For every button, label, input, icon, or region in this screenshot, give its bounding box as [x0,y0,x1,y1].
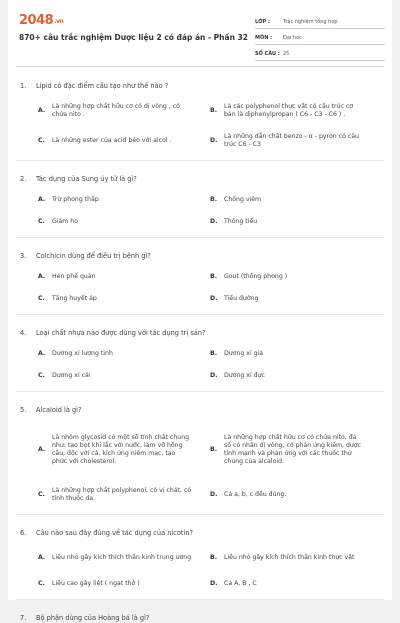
option-letter: D. [210,491,218,498]
option-letter: D. [210,218,218,225]
question-stem [8,329,392,338]
option-letter: C. [38,491,45,498]
option-text: Liều cao gây liệt ( ngạt thở ) [52,580,140,587]
option-letter: B. [210,196,218,203]
option-letter: B. [210,350,218,357]
option-letter: C. [38,580,45,587]
answer-option[interactable] [38,100,210,122]
answer-option[interactable] [210,100,382,122]
meta-value: 25 [283,50,290,57]
meta-value: Đại học [283,34,302,41]
answer-option[interactable] [210,270,382,284]
answer-option[interactable] [38,270,210,284]
option-letter: C. [38,372,45,379]
meta-row-subject [255,31,385,45]
answer-options [8,193,392,229]
option-letter: D. [210,137,218,144]
option-text: Là các polyphenol thực vật có cấu trúc cơ bản là diphenylpropan ( C6 - C3 - C6 ) . [224,103,354,118]
question-stem [8,82,392,91]
answer-option[interactable] [38,347,210,361]
answer-option[interactable] [210,424,382,476]
question-item [8,529,392,591]
option-text: Dương xỉ đực [224,372,265,379]
question-text: Bộ phận dùng của Hoàng bá là gì? [36,614,150,622]
option-letter: D. [210,580,218,587]
meta-label: MÔN : [255,34,273,41]
option-letter: D. [210,295,218,302]
option-text: Liều nhỏ gây kích thích thần kinh thực vật [224,554,355,561]
question-text: Loại chất nhựa nào được dùng với tác dụng trị sán? [36,329,206,337]
option-text: Là những hợp chất hữu cơ có chứa nito, đa số có nhân dị vòng, có phản ứng kiềm, dược tính mạnh và phản ứng với các thuốc thử chung của alcaloid. [224,434,362,465]
question-stem [8,614,392,623]
answer-options [8,100,392,152]
answer-option[interactable] [38,424,210,476]
option-text: Tiểu đường [224,295,259,302]
question-item [8,175,392,229]
option-letter: D. [210,372,218,379]
question-number: 4. [20,329,27,337]
option-letter: C. [38,295,45,302]
option-letter: A. [38,273,46,280]
option-text: Là những dẫn chất benzo - α - pyron có cấu trúc C6 - C3 [224,133,359,148]
option-text: Chống viêm [224,196,262,203]
option-text: Tăng huyết áp [52,295,97,302]
question-number: 5. [20,406,27,414]
answer-option[interactable] [210,130,382,152]
option-text: Thông tiểu [224,218,258,225]
answer-options [8,270,392,306]
answer-option[interactable] [210,347,382,361]
question-item [8,252,392,306]
answer-options [8,424,392,506]
logo-main: 2048 [19,13,54,28]
question-item [8,406,392,506]
option-text: Giảm ho [52,218,79,225]
document-meta [255,15,385,63]
meta-label: SỐ CÂU : [255,50,280,57]
answer-option[interactable] [38,215,210,229]
answer-option[interactable] [210,577,382,591]
option-letter: B. [210,554,218,561]
answer-option[interactable] [210,215,382,229]
option-letter: A. [38,554,46,561]
option-text: Dương xỉ cái [52,372,91,379]
option-letter: A. [38,196,46,203]
question-item [8,614,392,623]
option-letter: B. [210,446,218,453]
site-logo[interactable] [19,13,63,28]
question-text: Lipid có đặc điểm cấu tạo như thế nào ? [36,82,169,90]
answer-option[interactable] [38,130,210,152]
meta-row-class [255,15,385,29]
option-text: Gout (thống phong ) [224,273,288,280]
meta-row-count [255,47,385,61]
question-number: 6. [20,529,27,537]
question-stem [8,252,392,261]
answer-option[interactable] [38,577,210,591]
meta-label: LỚP : [255,18,270,25]
logo-suffix: .vn [54,18,64,25]
question-item [8,82,392,152]
answer-option[interactable] [38,547,210,569]
question-item [8,329,392,383]
answer-option[interactable] [38,193,210,207]
option-text: Là những hợp chất polyphenol, có vị chát, có tính thuộc da. [52,487,192,502]
option-text: Là những ester của acid béo với alcol . [52,137,172,144]
answer-option[interactable] [38,484,210,506]
document-header [8,0,392,66]
option-letter: C. [38,137,45,144]
option-text: Là nhóm glycosid có một số tính chất chung như: tạo bọt khi lắc với nước, làm vỡ hồng cầu, độc với cá, kích ứng niêm mạc, tạo phức với cholesterol. [52,434,190,465]
question-stem [8,529,392,538]
question-text: Câu nào sau đây đúng về tác dụng của nicotin? [36,529,194,537]
question-number: 3. [20,252,27,260]
option-letter: A. [38,446,46,453]
option-text: Dương xỉ lương tinh [52,350,113,357]
option-text: Dương xỉ giả [224,350,264,357]
question-stem [8,175,392,184]
option-letter: A. [38,350,46,357]
question-number: 7. [20,614,27,622]
option-text: Cả A, B , C [224,580,257,587]
answer-option[interactable] [38,292,210,306]
question-text: Colchicin dùng để điều trị bệnh gì? [36,252,151,260]
option-letter: A. [38,107,46,114]
option-letter: B. [210,273,218,280]
meta-value: Trắc nghiệm tổng hợp [283,18,338,25]
option-text: Cả a, b, c đều đúng. [224,491,287,498]
option-text: Là những hợp chất hữu cơ có dị vòng , có chứa nito . [52,103,180,118]
header-divider [16,66,384,67]
option-text: Liều nhỏ gây kích thích thần kinh trung ương [52,554,192,561]
document-page [8,0,392,622]
answer-option[interactable] [210,484,382,506]
answer-option[interactable] [210,547,382,569]
answer-option[interactable] [210,369,382,383]
option-letter: B. [210,107,218,114]
answer-option[interactable] [210,193,382,207]
option-text: Hen phế quản [52,273,96,280]
document-title: 870+ câu trắc nghiệm Dược liệu 2 có đáp án - Phần 32 [19,33,248,42]
question-number: 2. [20,175,27,183]
option-letter: C. [38,218,45,225]
answer-option[interactable] [210,292,382,306]
question-list [8,82,392,623]
question-number: 1. [20,82,27,90]
question-text: Alcaloid là gì? [36,406,82,414]
answer-options [8,547,392,591]
question-text: Tác dụng của Sung úy tử là gì? [36,175,137,183]
answer-option[interactable] [38,369,210,383]
answer-options [8,347,392,383]
option-text: Trừ phong thấp [52,196,99,203]
question-stem [8,406,392,415]
